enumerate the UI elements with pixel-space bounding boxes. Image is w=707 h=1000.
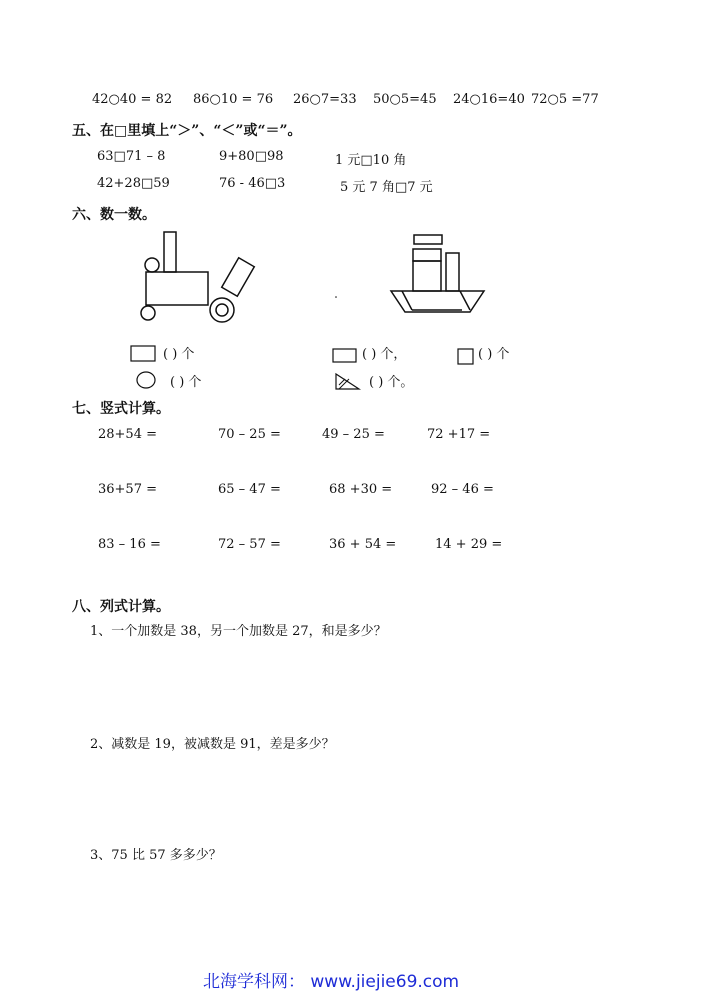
circle-op-3: 26○7=33	[293, 92, 357, 107]
calc-1-3: 49 – 25 =	[322, 427, 385, 442]
calc-1-1: 28+54 =	[98, 427, 158, 442]
compare-3: 1 元□10 角	[335, 153, 407, 168]
rectangle-icon	[131, 346, 155, 361]
circle-op-2: 86○10 = 76	[193, 92, 274, 107]
calc-3-3: 36 + 54 =	[329, 537, 397, 552]
word-problem-3: 3、75 比 57 多多少？	[90, 848, 222, 863]
compare-2: 9+80□98	[219, 149, 284, 164]
section5-title: 五、在□里填上“＞”、“＜”或“＝”。	[72, 123, 302, 139]
count-rect-tractor: ( ) 个	[163, 347, 195, 362]
circle-op-1: 42○40 = 82	[92, 92, 173, 107]
calc-2-4: 92 – 46 =	[431, 482, 494, 497]
word-problem-2: 2、减数是 19，被减数是 91，差是多少？	[90, 737, 335, 752]
count-triangle-ship: ( ) 个。	[369, 375, 414, 390]
calc-3-1: 83 – 16 =	[98, 537, 161, 552]
calc-3-2: 72 – 57 =	[218, 537, 281, 552]
calc-2-3: 68 +30 =	[329, 482, 393, 497]
calc-1-2: 70 – 25 =	[218, 427, 281, 442]
rectangle-icon-2	[333, 349, 356, 362]
word-problem-1: 1、一个加数是 38，另一个加数是 27，和是多少？	[90, 624, 387, 639]
footer-link[interactable]: 北海学科网： www.jiejie69.com	[203, 972, 460, 992]
triangle-icon	[336, 374, 359, 389]
ship-figure	[391, 235, 484, 312]
calc-2-2: 65 – 47 =	[218, 482, 281, 497]
circle-op-4: 50○5=45	[373, 92, 437, 107]
calc-3-4: 14 + 29 =	[435, 537, 503, 552]
section6-title: 六、数一数。	[72, 207, 156, 223]
count-square-ship: ( ) 个	[478, 347, 510, 362]
count-circle-tractor: ( ) 个	[170, 375, 202, 390]
square-icon	[458, 349, 473, 364]
calc-2-1: 36+57 =	[98, 482, 158, 497]
circle-op-6: 72○5 =77	[531, 92, 599, 107]
compare-5: 76 - 46□3	[219, 176, 286, 191]
compare-4: 42+28□59	[97, 176, 170, 191]
circle-op-5: 24○16=40	[453, 92, 525, 107]
section7-title: 七、竖式计算。	[72, 401, 170, 417]
circle-icon	[137, 372, 155, 388]
compare-1: 63□71 – 8	[97, 149, 166, 164]
section8-title: 八、列式计算。	[72, 599, 170, 615]
calc-1-4: 72 +17 =	[427, 427, 491, 442]
tractor-figure	[141, 232, 254, 322]
count-rect-ship: ( ) 个，	[362, 347, 407, 362]
compare-6: 5 元 7 角□7 元	[340, 180, 433, 195]
